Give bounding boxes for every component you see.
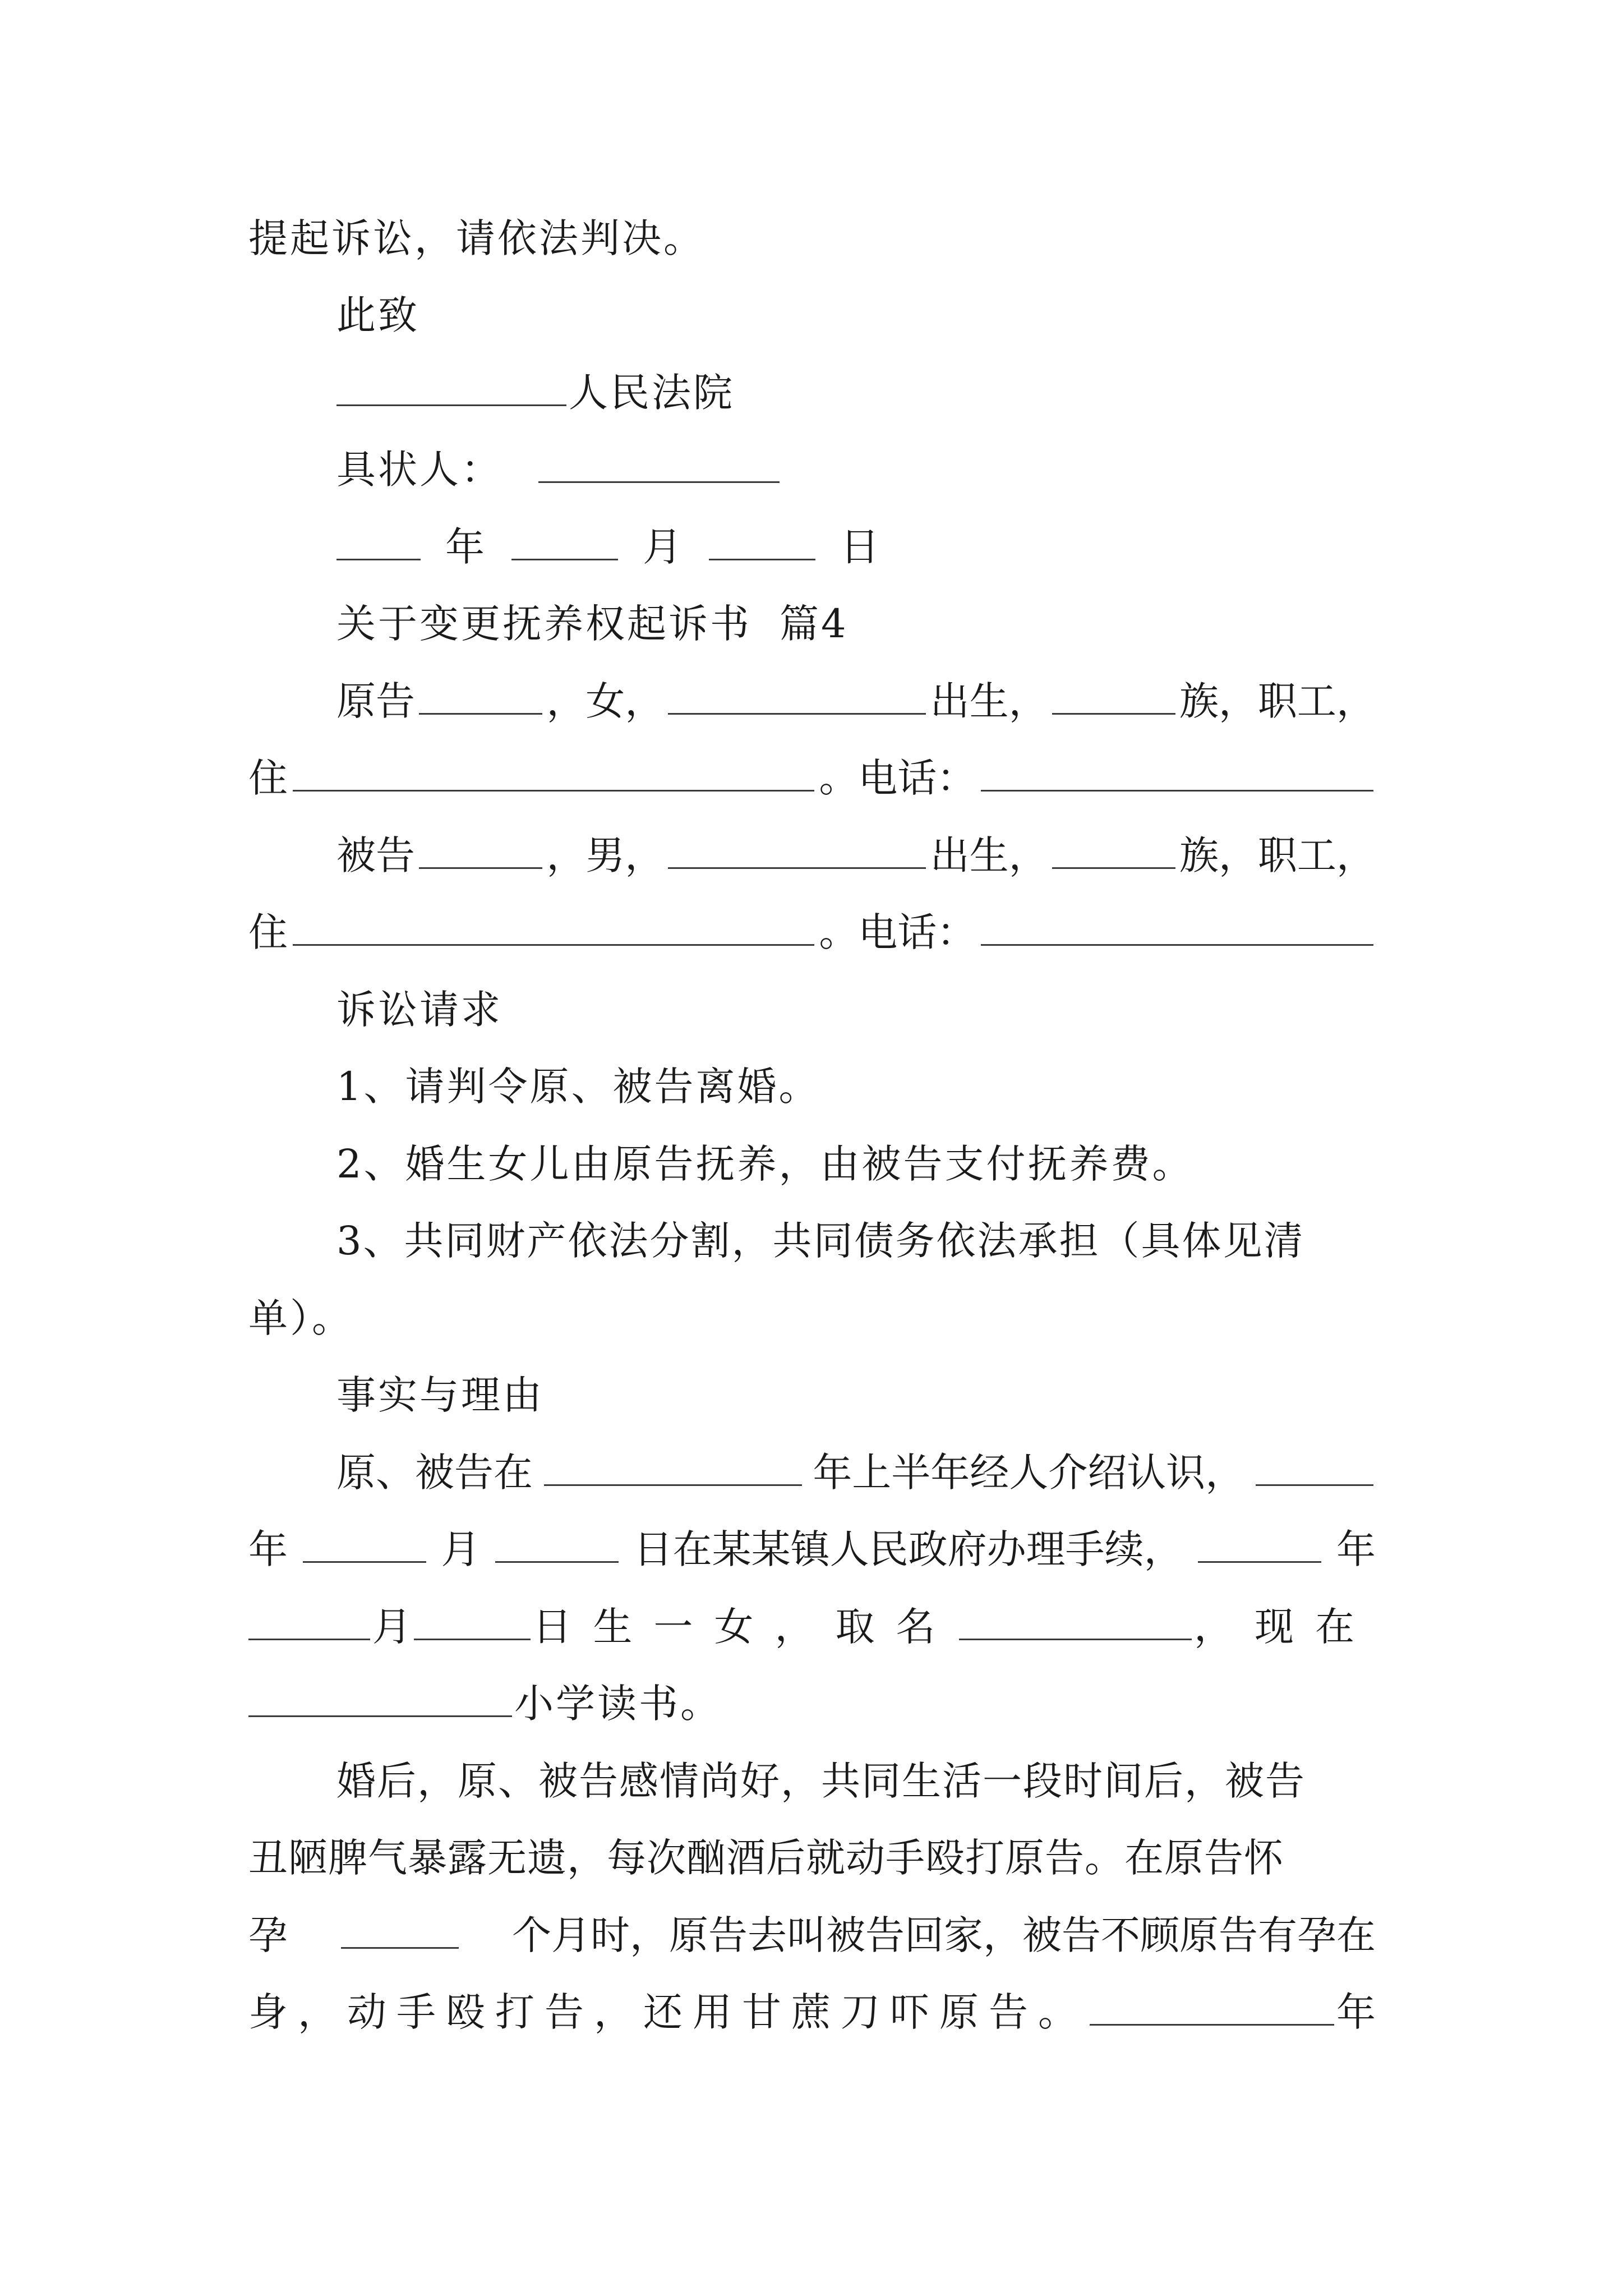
heading-text: 关于变更抚养权起诉书 [336, 601, 751, 647]
blank-field [959, 1599, 1192, 1640]
text-line [248, 1676, 722, 1732]
line-text: 小学读书。 [514, 1681, 722, 1727]
paragraph-line [248, 1984, 1376, 2040]
claim-item [336, 1136, 1194, 1192]
line-text: ，女， [546, 678, 665, 724]
blank-field [419, 828, 542, 869]
blank-field [544, 1445, 802, 1486]
line-text: 族，职工， [1179, 832, 1376, 878]
blank-field [1256, 1445, 1373, 1486]
defendant-address-line [248, 904, 1376, 960]
blank-field [414, 1599, 531, 1640]
paragraph-line [248, 1830, 1284, 1886]
blank-field [1198, 1522, 1321, 1563]
blank-field [511, 519, 618, 560]
line-text: 住 [248, 755, 288, 801]
date-line [336, 519, 882, 575]
text-line [248, 210, 705, 266]
line-text: 原、被告在 [336, 1450, 533, 1496]
line-text: 出生， [930, 832, 1048, 878]
line-text: 1、请判令原、被告离婚。 [336, 1064, 820, 1110]
line-text: 孕 [248, 1912, 288, 1958]
blank-field [495, 1522, 619, 1563]
line-text: 住 [248, 909, 288, 955]
claims-heading [336, 982, 502, 1038]
line-text: 提起诉讼，请依法判决。 [248, 215, 705, 261]
section-heading [336, 596, 849, 652]
text-line [248, 1290, 353, 1346]
blank-field [1052, 828, 1175, 869]
line-text: 被告 [336, 832, 415, 878]
blank-field [336, 365, 566, 406]
blank-field [419, 674, 542, 715]
line-text: 此致 [336, 292, 419, 338]
line-text: 人民法院 [569, 370, 735, 416]
blank-field [1090, 1985, 1334, 2026]
line-text: 个月时，原告去叫被告回家，被告不顾原告有孕在 [512, 1912, 1376, 1958]
line-text: 单）。 [248, 1295, 353, 1341]
court-line [336, 365, 735, 421]
text-line [336, 1444, 1376, 1501]
line-text: 具状人： [336, 447, 502, 493]
line-text: 年 [445, 524, 487, 570]
paragraph-line [336, 1753, 1306, 1809]
blank-field [293, 905, 814, 946]
line-text: 身，动手殴打告，还用甘蔗刀吓原告。 [248, 1989, 1087, 2035]
line-text: 事实与理由 [336, 1372, 544, 1418]
line-text: 年上半年经人介绍认识， [813, 1450, 1245, 1496]
line-text: 族，职工， [1179, 678, 1376, 724]
paragraph-line [248, 1907, 1376, 1963]
blank-field [981, 905, 1373, 946]
line-text: 年 [248, 1526, 288, 1572]
text-line [248, 1599, 1376, 1655]
line-text: 月 [372, 1604, 412, 1650]
line-text: 月 [643, 524, 684, 570]
line-text: 。电话： [819, 909, 976, 955]
blank-field [303, 1522, 426, 1563]
blank-field [668, 674, 926, 715]
blank-field [709, 519, 815, 560]
line-text: 2、婚生女儿由原告抚养，由被告支付抚养费。 [336, 1141, 1194, 1187]
line-text: 日生一女，取名 [532, 1604, 957, 1650]
blank-field [668, 828, 926, 869]
line-text: 丑陋脾气暴露无遗，每次酗酒后就动手殴打原告。在原告怀 [248, 1835, 1284, 1881]
line-text: 婚后，原、被告感情尚好，共同生活一段时间后，被告 [336, 1758, 1306, 1804]
plaintiff-address-line [248, 750, 1376, 806]
blank-field [293, 751, 814, 792]
line-text: 月 [441, 1526, 481, 1572]
line-text: ，男， [546, 832, 665, 878]
line-text: 日 [840, 524, 882, 570]
plaintiff-line [336, 673, 1376, 729]
line-text: 出生， [930, 678, 1048, 724]
defendant-line [336, 827, 1376, 884]
heading-number: 篇4 [780, 601, 849, 647]
line-text: 。电话： [819, 755, 976, 801]
line-text: 3、共同财产依法分割，共同债务依法承担（具体见清 [336, 1218, 1305, 1264]
line-text: 日在某某镇人民政府办理手续， [633, 1526, 1183, 1572]
salutation [336, 287, 419, 343]
line-text: 原告 [336, 678, 415, 724]
blank-field [1052, 674, 1175, 715]
line-text: 诉讼请求 [336, 987, 502, 1033]
blank-field [981, 751, 1373, 792]
blank-field [336, 519, 421, 560]
facts-heading [336, 1367, 544, 1423]
line-text: 年 [1336, 1526, 1376, 1572]
blank-field [248, 1599, 370, 1640]
signer-line [336, 441, 782, 498]
line-text: 年 [1336, 1989, 1376, 2035]
line-text: ，现在 [1194, 1604, 1376, 1650]
blank-field [538, 442, 780, 483]
text-line [248, 1521, 1376, 1577]
blank-field [341, 1908, 459, 1949]
blank-field [248, 1676, 512, 1717]
claim-item [336, 1059, 820, 1115]
claim-item [336, 1213, 1305, 1269]
